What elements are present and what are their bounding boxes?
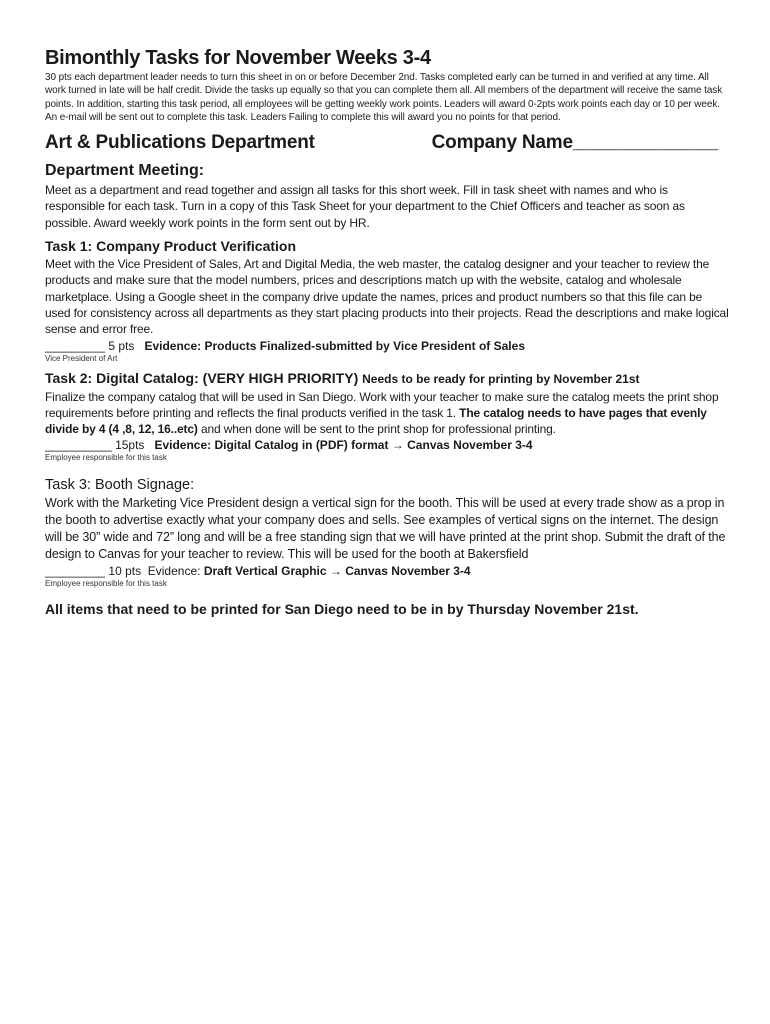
footer-note: All items that need to be printed for San Diego need to be in by Thursday November 21st. <box>45 601 639 618</box>
task1-signer-label: Vice President of Art <box>45 353 118 363</box>
task2-signer-label: Employee responsible for this task <box>45 453 167 463</box>
department-row <box>45 130 730 156</box>
document-page <box>45 46 730 618</box>
meeting-text: Meet as a department and read together and assign all tasks for this short week. Fill in task sheet with names and who is responsible for each task. Turn in a copy of this Task Sheet for your department to the Chief Officers and teacher as soon as possible. Award weekly work points in the form sent out by HR. <box>45 183 685 230</box>
intro-text: 30 pts each department leader needs to turn this sheet in on or before December 2nd. Tasks completed early can be turned in and verified at any time. All work turned in late will be half credit. Divide the tasks up equally so that you can complete them all. All members of the department will receive the same task points. In addition, starting this task period, all employees will be getting weekly work points. Leaders will award 0-2pts work points each day or 10 per week. An e-mail will be sent out to complete this task. Leaders Failing to complete this will award you no points for that period. <box>45 72 723 123</box>
task3-text: Work with the Marketing Vice President design a vertical sign for the booth. This will be used at every trade show as a prop in the booth to advertise exactly what your company does and sells. See examples of vertical signs on the internet. The design will be 30” wide and 72” long and will be a free standing sign that we will have printed at the print shop. Submit the draft of the design to Canvas for your teacher to review. This will be used for the booth at Bakersfield <box>45 496 726 562</box>
task3-evidence-label: Evidence: <box>147 564 201 579</box>
task2-heading-line <box>45 369 730 388</box>
page-title: Bimonthly Tasks for November Weeks 3-4 <box>45 47 431 69</box>
task3-heading: Task 3: Booth Signage: <box>45 477 195 494</box>
task2-evidence: Evidence: Digital Catalog in (PDF) format → Canvas November 3-4 <box>154 438 533 453</box>
task2-heading: Task 2: Digital Catalog: (VERY HIGH PRIORITY) <box>45 369 359 386</box>
task1-evidence-line <box>45 339 730 354</box>
task2-heading-note: Needs to be ready for printing by November 21st <box>362 371 640 386</box>
task2-text-a: Finalize the company catalog that will be used in San Diego. Work with your teacher to make sure the catalog meets the print shop requirements before printing and reflects the final products verified in the task 1. <box>45 389 719 420</box>
task1-points: _________ 5 pts <box>45 338 135 353</box>
task3-evidence: Draft Vertical Graphic → Canvas November 3-4 <box>203 564 471 579</box>
department-name: Art & Publications Department <box>45 132 315 154</box>
task2-text-b: The catalog needs to have pages that evenly divide by 4 (4 ,8, 12, 16..etc) <box>45 405 707 437</box>
task1-evidence: Evidence: Products Finalized-submitted by Vice President of Sales <box>144 338 525 353</box>
task1-text: Meet with the Vice President of Sales, Art and Digital Media, the web master, the catalog designer and your teacher to review the products and make sure that the model numbers, prices and descriptions match up with the website, catalog and wholesale marketplace. Using a Google sheet in the company drive update the names, prices and product numbers so that this file can be used for consistency across all departments as they start placing products into their projects. Read the descriptions and make logical sense and error free. <box>45 257 729 337</box>
task3-signer-label: Employee responsible for this task <box>45 579 167 589</box>
task3-points: _________ 10 pts <box>45 564 142 579</box>
task2-evidence-line <box>45 438 730 453</box>
task2-points: __________ 15pts <box>45 438 145 453</box>
task3-evidence-line <box>45 564 730 579</box>
task1-heading: Task 1: Company Product Verification <box>45 238 297 255</box>
company-name-field: Company Name______________ <box>431 132 718 154</box>
task2-text <box>45 389 730 438</box>
meeting-heading: Department Meeting: <box>45 162 205 180</box>
task2-text-c: and when done will be sent to the print shop for professional printing. <box>200 422 556 437</box>
